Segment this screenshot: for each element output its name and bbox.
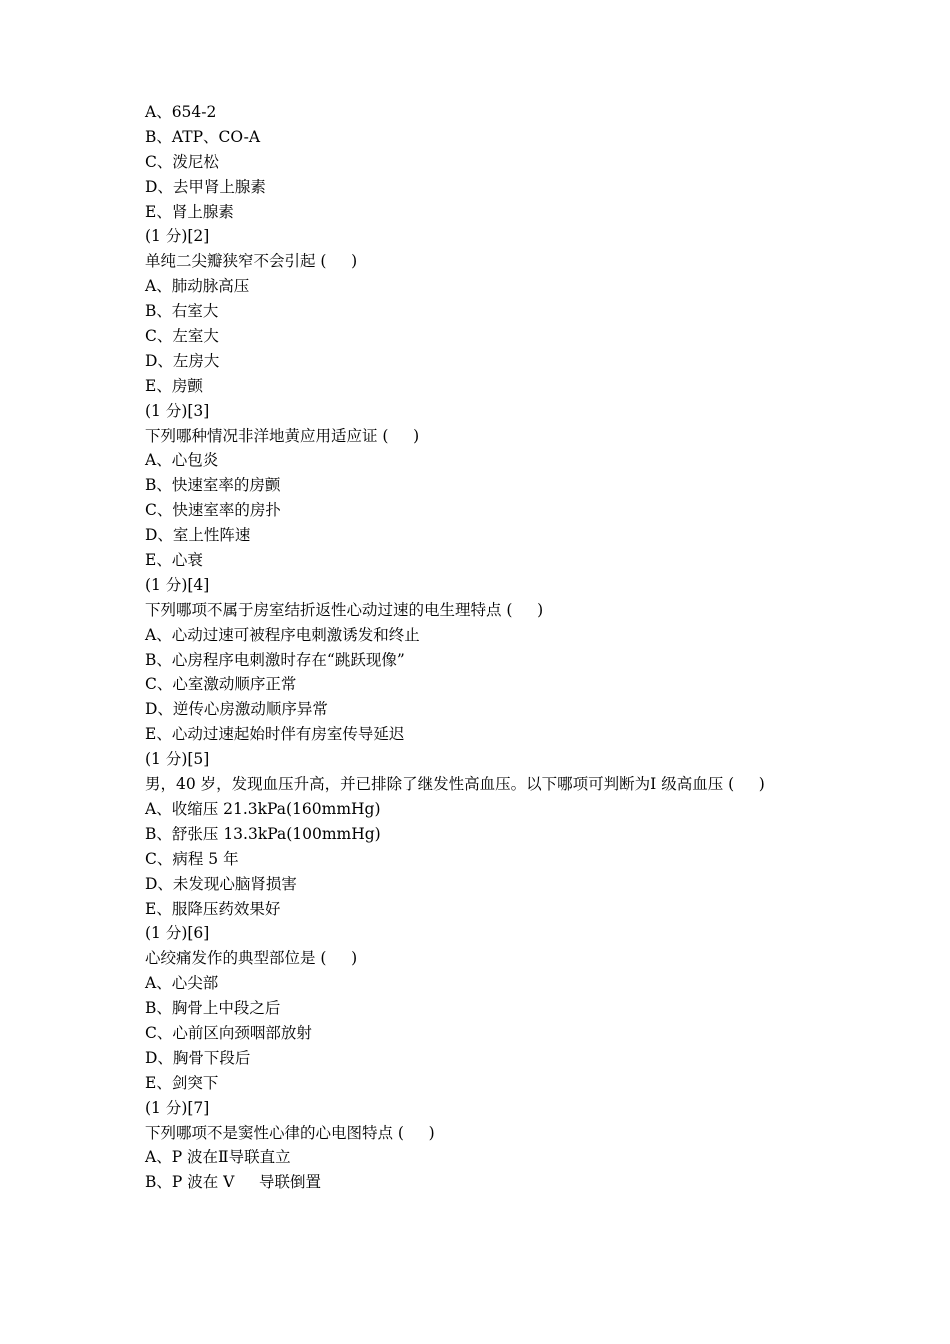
text-line: D、胸骨下段后 bbox=[145, 1048, 251, 1067]
text-line: 下列哪种情况非洋地黄应用适应证 ( ) bbox=[145, 426, 420, 445]
text-line: 单纯二尖瓣狭窄不会引起 ( ) bbox=[145, 252, 358, 271]
text-line: E、剑突下 bbox=[145, 1073, 219, 1092]
text-line: B、P 波在 V 导联倒置 bbox=[145, 1173, 322, 1192]
text-line: A、肺动脉高压 bbox=[145, 277, 250, 296]
text-line: (1 分)[6] bbox=[145, 924, 210, 943]
text-line: D、未发现心脑肾损害 bbox=[145, 874, 297, 893]
text-line: (1 分)[2] bbox=[145, 227, 210, 246]
text-line: C、快速室率的房扑 bbox=[145, 501, 281, 520]
text-line: A、P 波在Ⅱ导联直立 bbox=[145, 1148, 291, 1167]
text-line: B、快速室率的房颤 bbox=[145, 476, 281, 495]
text-line: C、左室大 bbox=[145, 327, 219, 346]
document-page bbox=[145, 100, 845, 1195]
text-line: A、654-2 bbox=[145, 103, 217, 121]
text-line: E、心衰 bbox=[145, 551, 203, 570]
text-line: 男，40 岁，发现血压升高，并已排除了继发性高血压。以下哪项可判断为Ⅰ 级高血压 ( ) bbox=[145, 775, 765, 794]
text-line: E、心动过速起始时伴有房室传导延迟 bbox=[145, 725, 405, 744]
text-line: A、心包炎 bbox=[145, 451, 219, 470]
text-line: C、心室激动顺序正常 bbox=[145, 675, 297, 694]
text-line: D、逆传心房激动顺序异常 bbox=[145, 700, 328, 719]
text-line: B、右室大 bbox=[145, 302, 219, 321]
text-line: B、舒张压 13.3kPa(100mmHg) bbox=[145, 824, 381, 843]
text-line: 心绞痛发作的典型部位是 ( ) bbox=[145, 949, 358, 968]
text-line: (1 分)[5] bbox=[145, 750, 210, 769]
text-line: E、肾上腺素 bbox=[145, 202, 234, 221]
text-line: C、泼尼松 bbox=[145, 152, 219, 171]
text-line: A、心尖部 bbox=[145, 974, 219, 993]
text-line: 下列哪项不是窦性心律的心电图特点 ( ) bbox=[145, 1123, 435, 1142]
text-line: B、胸骨上中段之后 bbox=[145, 999, 281, 1018]
text-line: E、服降压药效果好 bbox=[145, 899, 281, 918]
text-line: A、收缩压 21.3kPa(160mmHg) bbox=[145, 799, 381, 818]
text-line: C、病程 5 年 bbox=[145, 849, 239, 868]
text-line: (1 分)[4] bbox=[145, 575, 210, 594]
text-line: (1 分)[3] bbox=[145, 401, 210, 420]
text-line: C、心前区向颈咽部放射 bbox=[145, 1023, 312, 1042]
text-line: B、ATP、CO-A bbox=[145, 127, 261, 146]
text-line: D、左房大 bbox=[145, 351, 220, 370]
text-line: 下列哪项不属于房室结折返性心动过速的电生理特点 ( ) bbox=[145, 600, 544, 619]
text-line: (1 分)[7] bbox=[145, 1098, 210, 1117]
text-line: D、室上性阵速 bbox=[145, 526, 251, 545]
text-line: E、房颤 bbox=[145, 376, 203, 395]
text-line: A、心动过速可被程序电刺激诱发和终止 bbox=[145, 625, 420, 644]
text-line: D、去甲肾上腺素 bbox=[145, 177, 266, 196]
text-line: B、心房程序电刺激时存在“跳跃现像” bbox=[145, 650, 405, 669]
